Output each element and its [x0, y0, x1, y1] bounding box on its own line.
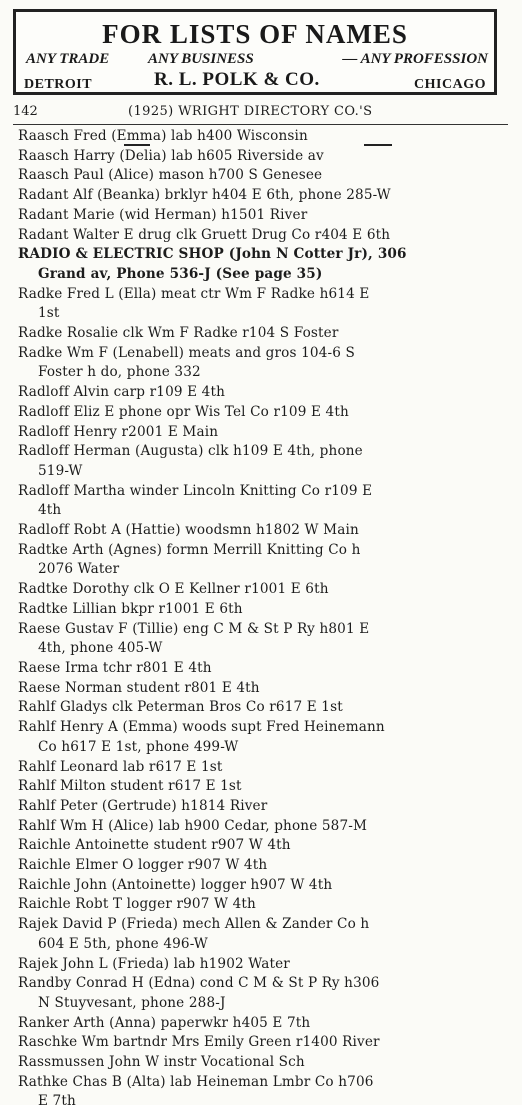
directory-entry	[18, 285, 504, 324]
entry-text: Radant Walter E drug clk Gruett Drug Co r404 E 6th	[18, 226, 391, 243]
entry-continuation: Grand av, Phone 536-J (See page 35)	[38, 265, 323, 282]
entry-text: Raasch Harry (Delia) lab h605 Riverside av	[18, 147, 324, 164]
entry-text: Ranker Arth (Anna) paperwkr h405 E 7th	[18, 1014, 311, 1031]
entry-text: Raschke Wm bartndr Mrs Emily Green r1400 River	[18, 1034, 380, 1051]
directory-entry	[18, 580, 504, 600]
page-number: 142	[13, 104, 38, 119]
ad-tagline	[26, 50, 488, 68]
entry-text: Raasch Paul (Alice) mason h700 S Genesee	[18, 167, 323, 184]
entry-text: Radtke Dorothy clk O E Kellner r1001 E 6th	[18, 581, 329, 598]
entry-text: Radant Alf (Beanka) brklyr h404 E 6th, phone 285-W	[18, 187, 391, 204]
ad-any-trade: ANY TRADE	[26, 51, 110, 67]
entry-text: Raichle Antoinette student r907 W 4th	[18, 837, 291, 854]
page-title: (1925) WRIGHT DIRECTORY CO.'S	[128, 104, 373, 119]
entry-continuation: 4th, phone 405-W	[38, 640, 163, 657]
directory-entry	[18, 1033, 504, 1053]
entry-text: Rahlf Henry A (Emma) woods supt Fred Heinemann	[18, 719, 385, 736]
directory-entry	[18, 1073, 504, 1112]
header-rule	[13, 124, 508, 125]
directory-listing	[18, 127, 504, 1112]
entry-text: Radloff Herman (Augusta) clk h109 E 4th, phone	[18, 443, 363, 460]
ad-any-profession: — ANY PROFESSION	[342, 51, 488, 67]
directory-entry	[18, 758, 504, 778]
entry-continuation: 1st	[38, 305, 60, 322]
entry-text: Rahlf Peter (Gertrude) h1814 River	[18, 797, 268, 814]
entry-continuation: 604 E 5th, phone 496-W	[38, 935, 208, 952]
entry-text: Radloff Alvin carp r109 E 4th	[18, 384, 226, 401]
entry-text: Raichle Robt T logger r907 W 4th	[18, 896, 256, 913]
entry-continuation: 4th	[38, 502, 62, 519]
directory-entry	[18, 383, 504, 403]
polk-advertisement	[13, 9, 497, 95]
page-header	[13, 103, 508, 121]
entry-continuation: Co h617 E 1st, phone 499-W	[38, 738, 239, 755]
entry-text: Randby Conrad H (Edna) cond C M & St P Ry h306	[18, 975, 380, 992]
directory-entry	[18, 955, 504, 975]
directory-entry	[18, 423, 504, 443]
entry-text: Radloff Martha winder Lincoln Knitting Co r109 E	[18, 482, 373, 499]
ad-city-right: CHICAGO	[414, 77, 486, 92]
entry-text: Raichle Elmer O logger r907 W 4th	[18, 857, 268, 874]
directory-entry	[18, 777, 504, 797]
ad-publisher: R. L. POLK & CO.	[154, 69, 320, 90]
directory-entry	[18, 147, 504, 167]
entry-text: Radke Fred L (Ella) meat ctr Wm F Radke h614 E	[18, 285, 370, 302]
directory-entry	[18, 915, 504, 954]
entry-text: Radloff Robt A (Hattie) woodsmn h1802 W Main	[18, 522, 359, 539]
directory-entry	[18, 521, 504, 541]
entry-text: Rassmussen John W instr Vocational Sch	[18, 1054, 305, 1071]
entry-text: Radtke Lillian bkpr r1001 E 6th	[18, 600, 243, 617]
directory-entry	[18, 541, 504, 580]
directory-entry	[18, 876, 504, 896]
entry-continuation: 519-W	[38, 462, 83, 479]
entry-continuation: 2076 Water	[38, 561, 120, 578]
directory-entry	[18, 718, 504, 757]
ad-publisher-row	[24, 69, 486, 92]
entry-text: Radloff Eliz E phone opr Wis Tel Co r109 E 4th	[18, 403, 349, 420]
entry-text: Radant Marie (wid Herman) h1501 River	[18, 206, 308, 223]
entry-continuation: E 7th	[38, 1093, 76, 1110]
directory-entry	[18, 836, 504, 856]
ad-any-business: ANY BUSINESS	[148, 51, 254, 67]
directory-entry	[18, 856, 504, 876]
directory-entry	[18, 620, 504, 659]
entry-continuation: Foster h do, phone 332	[38, 364, 201, 381]
directory-entry	[18, 226, 504, 246]
entry-text: Radtke Arth (Agnes) formn Merrill Knitting Co h	[18, 541, 361, 558]
entry-continuation: N Stuyvesant, phone 288-J	[38, 994, 226, 1011]
directory-entry	[18, 344, 504, 383]
entry-text: Rahlf Gladys clk Peterman Bros Co r617 E 1st	[18, 699, 343, 716]
entry-text: RADIO & ELECTRIC SHOP (John N Cotter Jr), 306	[18, 246, 407, 263]
directory-entry	[18, 1053, 504, 1073]
directory-entry	[18, 186, 504, 206]
entry-text: Rajek David P (Frieda) mech Allen & Zander Co h	[18, 916, 370, 933]
entry-text: Rathke Chas B (Alta) lab Heineman Lmbr Co h706	[18, 1073, 374, 1090]
entry-text: Raese Norman student r801 E 4th	[18, 679, 260, 696]
ad-city-left: DETROIT	[24, 77, 93, 92]
directory-entry	[18, 482, 504, 521]
entry-text: Raasch Fred (Emma) lab h400 Wisconsin	[18, 128, 308, 144]
directory-entry	[18, 698, 504, 718]
directory-entry	[18, 1014, 504, 1034]
entry-text: Raese Gustav F (Tillie) eng C M & St P Ry h801 E	[18, 620, 370, 637]
entry-text: Raese Irma tchr r801 E 4th	[18, 659, 212, 676]
entry-text: Rahlf Milton student r617 E 1st	[18, 778, 242, 795]
entry-text: Rahlf Leonard lab r617 E 1st	[18, 758, 223, 775]
directory-entry	[18, 127, 504, 147]
ad-title: FOR LISTS OF NAMES	[102, 19, 408, 49]
directory-entry	[18, 324, 504, 344]
directory-entry	[18, 679, 504, 699]
directory-entry	[18, 659, 504, 679]
directory-entry	[18, 206, 504, 226]
directory-entry	[18, 403, 504, 423]
entry-text: Radke Rosalie clk Wm F Radke r104 S Foster	[18, 325, 339, 342]
entry-text: Radloff Henry r2001 E Main	[18, 423, 219, 440]
entry-text: Radke Wm F (Lenabell) meats and gros 104-6 S	[18, 344, 355, 361]
entry-text: Rajek John L (Frieda) lab h1902 Water	[18, 955, 290, 972]
directory-entry	[18, 797, 504, 817]
directory-entry	[18, 600, 504, 620]
directory-entry	[18, 817, 504, 837]
directory-entry	[18, 974, 504, 1013]
directory-entry	[18, 442, 504, 481]
entry-text: Raichle John (Antoinette) logger h907 W 4th	[18, 876, 333, 893]
entry-text: Rahlf Wm H (Alice) lab h900 Cedar, phone 587-M	[18, 817, 368, 834]
directory-entry	[18, 895, 504, 915]
directory-entry	[18, 166, 504, 186]
directory-entry	[18, 245, 504, 284]
